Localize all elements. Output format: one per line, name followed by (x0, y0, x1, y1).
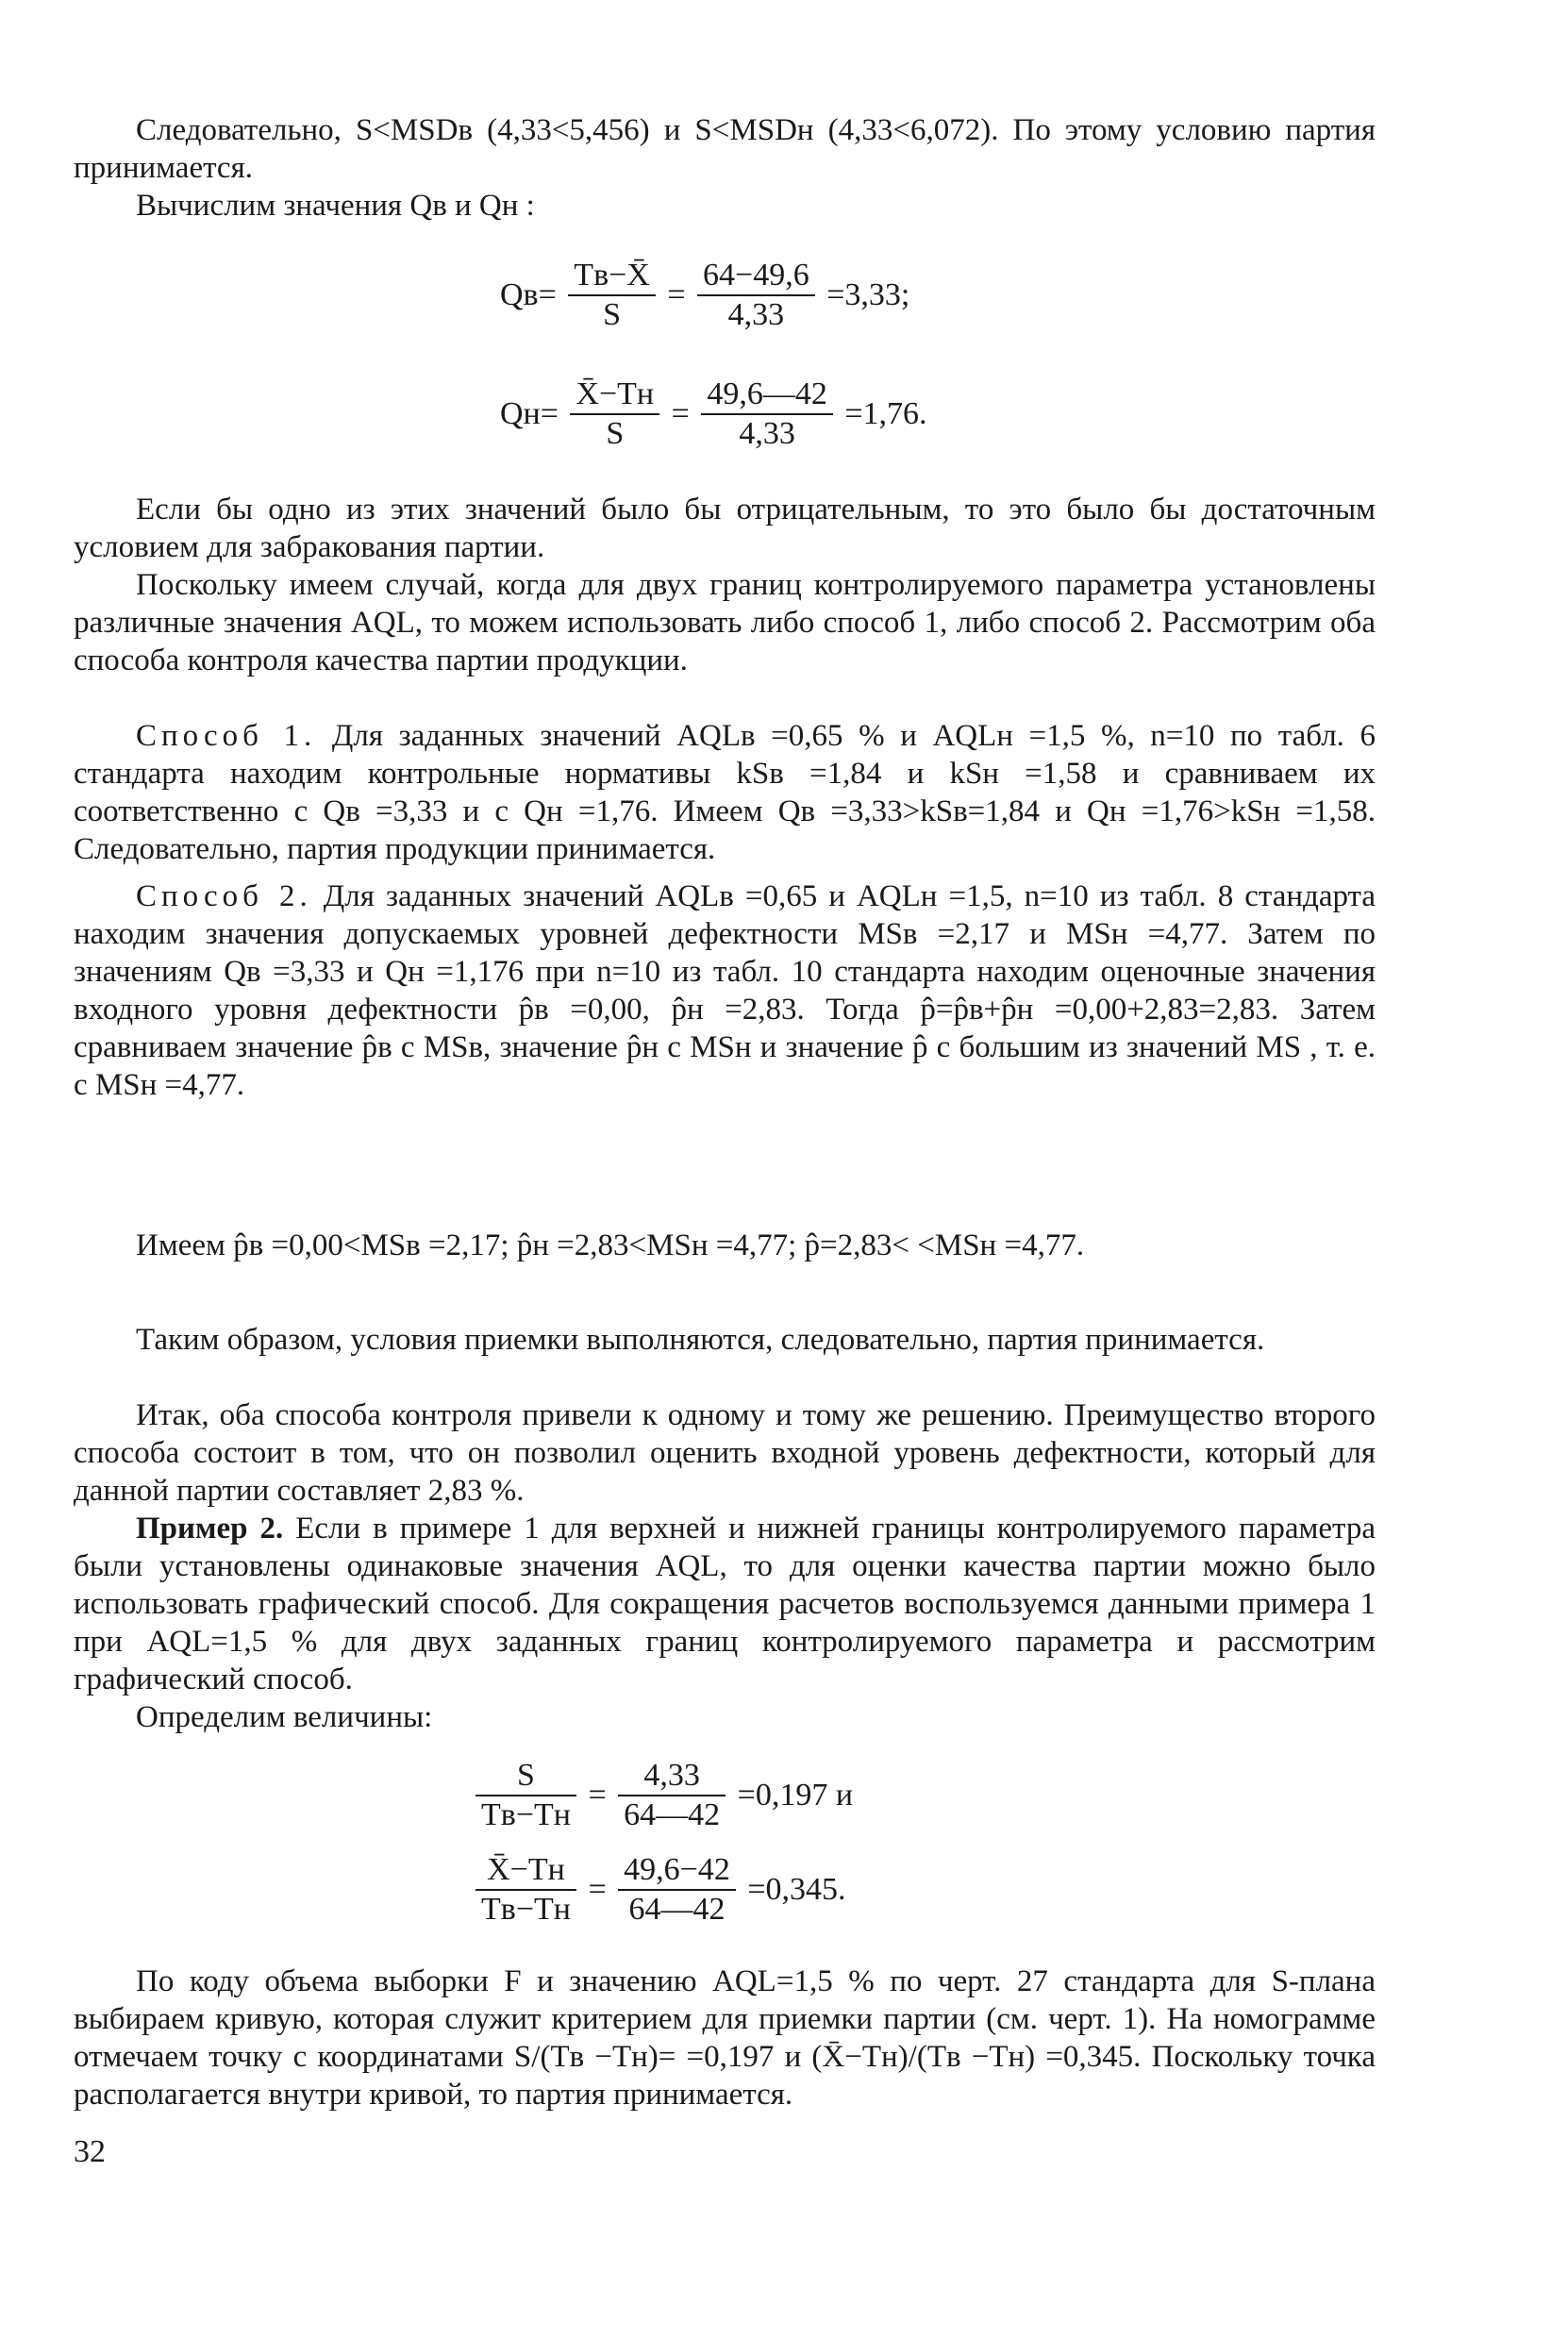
formula-r2-rhs: =0,345. (747, 1872, 846, 1907)
formula-r1-num1: S (475, 1757, 576, 1796)
method-1-text: Для заданных значений AQLв =0,65 % и AQLн =1,5 %, n=10 по табл. 6 стандарта находим контрольные нормативы kSв =1,84 и kSн =1,58 и сравниваем их соответственно с Qв =3,33 и с Qн =1,76. Имеем Qв =3,33>kSв=1,84 и Qн =1,76>kSн =1,58. Следовательно, партия продукции принимается. (74, 719, 1376, 866)
method-2-text: Для заданных значений AQLв =0,65 и AQLн =1,5, n=10 из табл. 8 стандарта находим значения допускаемых уровней дефектности MSв =2,17 и MSн =4,77. Затем по значениям Qв =3,33 и Qн =1,176 при n=10 из табл. 10 стандарта находим оценочные значения входного уровня дефектности p̂в =0,00, p̂н =2,83. Тогда p̂=p̂в+p̂н =0,00+2,83=2,83. Затем сравниваем значение p̂в с MSв, значение p̂н с MSн и значение p̂ с большим из значений MS , т. е. с MSн =4,77. (74, 879, 1376, 1102)
formula-r2-num1: X̄−Tн (475, 1851, 576, 1891)
formula-qn-den1: S (606, 416, 625, 451)
example-2-text: Если в примере 1 для верхней и нижней границы контролируемого параметра были установлены одинаковые значения AQL, то для оценки качества партии можно было использовать графический способ. Для сокращения расчетов воспользуемся данными примера 1 при AQL=1,5 % для двух заданных границ контролируемого параметра и рассмотрим графический способ. (74, 1512, 1376, 1696)
paragraph-comparison: Имеем p̂в =0,00<MSв =2,17; p̂н =2,83<MSн =4,77; p̂=2,83< <MSн =4,77. (136, 1228, 1085, 1262)
paragraph-compute-q: Вычислим значения Qв и Qн : (136, 189, 535, 223)
formula-qn-frac2 (701, 376, 833, 453)
formula-qn (500, 376, 927, 453)
formula-r1-den2: 64—42 (624, 1797, 721, 1832)
formula-r2-eq: = (588, 1872, 607, 1907)
formula-qv-num1: Tв−X̄ (568, 257, 656, 296)
formula-ratio-x (472, 1851, 846, 1929)
formula-qn-den2: 4,33 (739, 416, 795, 451)
paragraph-method-1 (74, 717, 1376, 868)
formula-qn-lhs: Qн= (500, 396, 559, 431)
paragraph-conclusion-msd: Следовательно, S<MSDв (4,33<5,456) и S<MSDн (4,33<6,072). По этому условию партия принимается. (74, 113, 1376, 185)
formula-qv-frac1 (568, 257, 656, 334)
example-2-heading: Пример 2. (136, 1512, 284, 1545)
formula-r1-eq: = (588, 1778, 607, 1813)
formula-r2-frac2 (618, 1851, 736, 1929)
formula-qv-den1: S (603, 297, 622, 332)
formula-qv-frac2 (697, 257, 815, 334)
formula-qn-rhs: =1,76. (844, 396, 927, 431)
paragraph-method-2 (74, 877, 1376, 1104)
paragraph-define-values: Определим величины: (136, 1700, 433, 1734)
paragraph-summary: Итак, оба способа контроля привели к одному и тому же решению. Преимущество второго способа состоит в том, что он позволил оценить входной уровень дефектности, который для данной партии составляет 2,83 %. (74, 1398, 1376, 1508)
formula-r2-num2: 49,6−42 (618, 1851, 736, 1891)
formula-qn-num1: X̄−Tн (570, 376, 659, 415)
formula-r1-frac1 (475, 1757, 576, 1834)
formula-r2-den1: Tв−Tн (481, 1892, 571, 1927)
paragraph-accepted: Таким образом, условия приемки выполняются, следовательно, партия принимается. (136, 1323, 1265, 1357)
formula-qv-rhs: =3,33; (826, 277, 910, 312)
formula-qv (500, 257, 909, 334)
formula-qv-lhs: Qв= (500, 277, 557, 312)
formula-r2-den2: 64—42 (628, 1892, 726, 1927)
paragraph-two-limits: Поскольку имеем случай, когда для двух границ контролируемого параметра установлены различные значения AQL, то можем использовать либо способ 1, либо способ 2. Рассмотрим оба способа контроля качества партии продукции. (74, 568, 1376, 677)
formula-r1-num2: 4,33 (618, 1757, 726, 1796)
paragraph-nomogram: По коду объема выборки F и значению AQL=1,5 % по черт. 27 стандарта для S-плана выбираем кривую, которая служит критерием для приемки партии (см. черт. 1). На номограмме отмечаем точку с координатами S/(Tв −Tн)= =0,197 и (X̄−Tн)/(Tв −Tн) =0,345. Поскольку точка располагается внутри кривой, то партия принимается. (74, 1964, 1376, 2112)
method-1-heading: Способ 1. (136, 719, 317, 753)
formula-qn-num2: 49,6—42 (701, 376, 833, 415)
formula-qn-eq: = (671, 396, 690, 431)
formula-r1-rhs: =0,197 и (737, 1778, 854, 1813)
formula-ratio-s (472, 1757, 853, 1834)
page-number: 32 (74, 2134, 106, 2169)
paragraph-example-2 (74, 1510, 1376, 1698)
method-2-heading: Способ 2. (136, 879, 312, 913)
formula-qv-eq: = (667, 277, 686, 312)
formula-r1-frac2 (618, 1757, 726, 1834)
formula-qv-den2: 4,33 (727, 297, 785, 332)
paragraph-negative-value: Если бы одно из этих значений было бы отрицательным, то это было бы достаточным условием для забракования партии. (74, 493, 1376, 564)
formula-qn-frac1 (570, 376, 659, 453)
formula-r1-den1: Tв−Tн (481, 1797, 571, 1832)
formula-qv-num2: 64−49,6 (697, 257, 815, 296)
formula-r2-frac1 (475, 1851, 576, 1929)
